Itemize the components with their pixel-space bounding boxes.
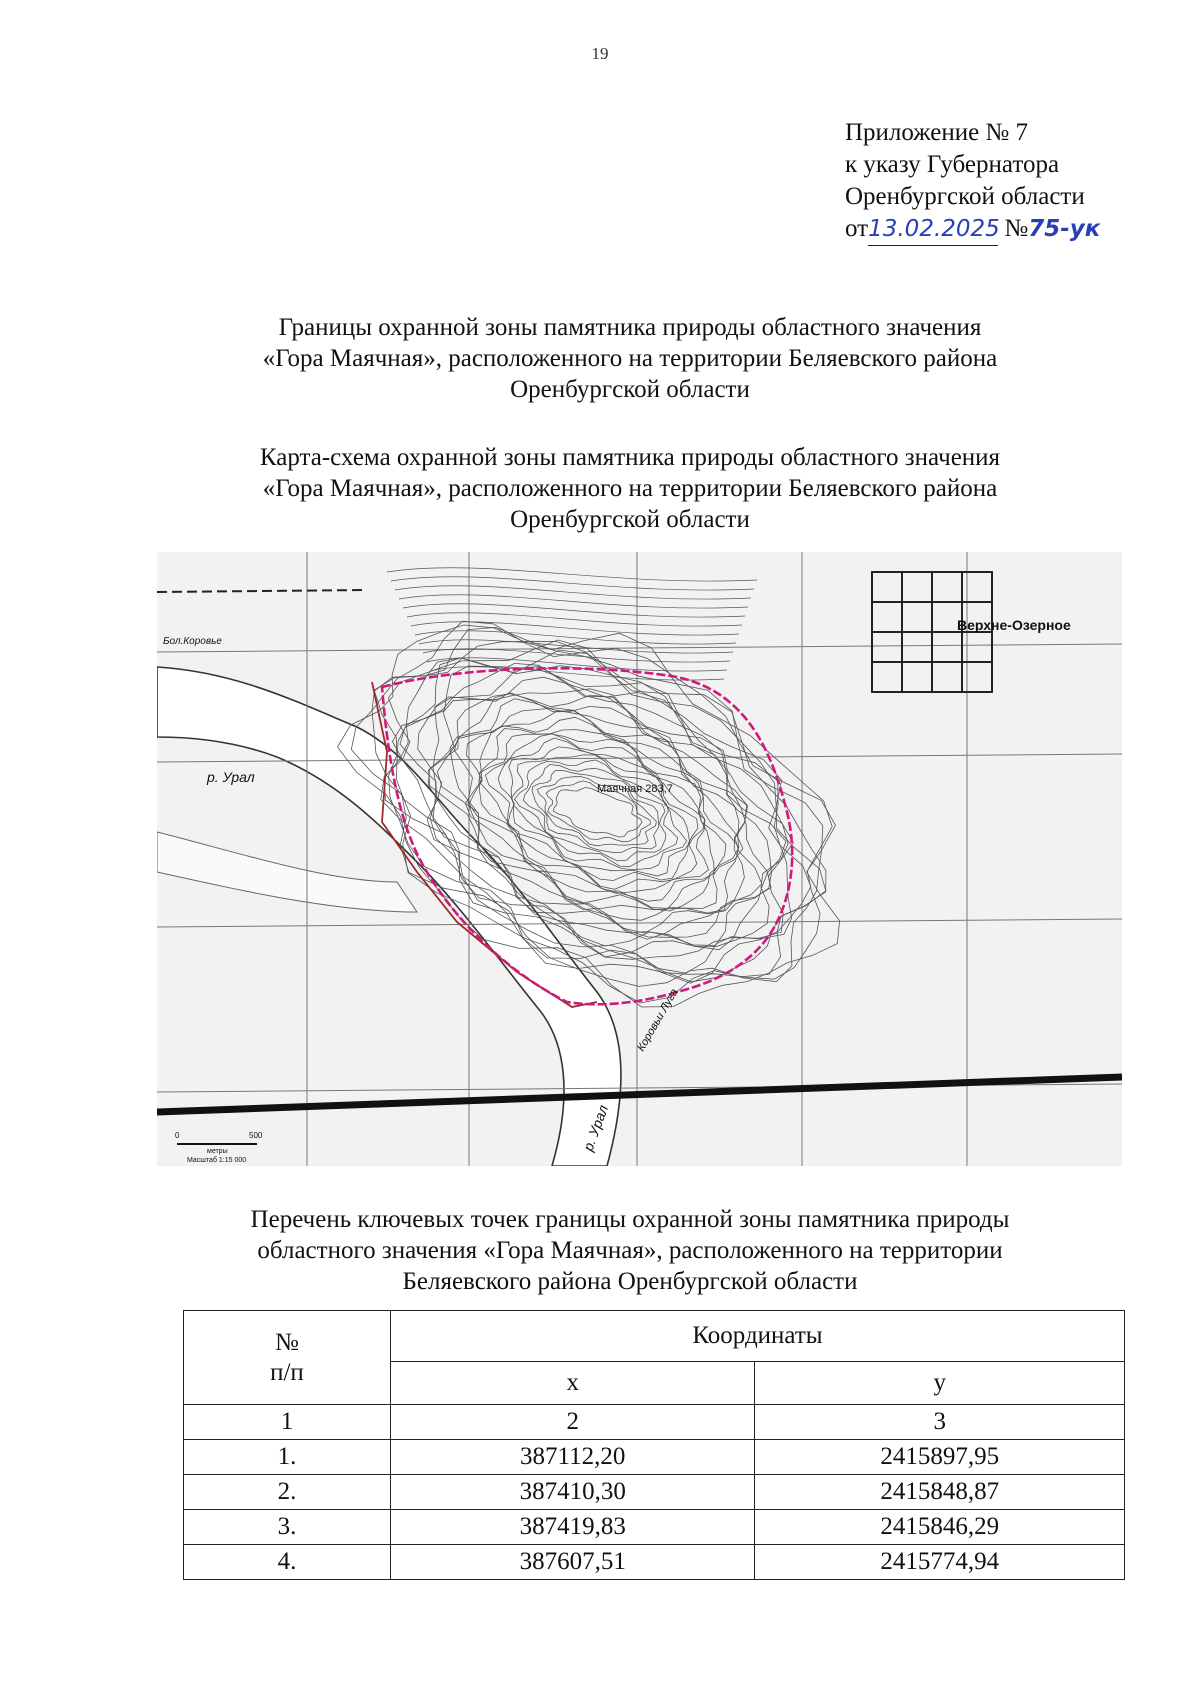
row-y: 2415846,29 (755, 1510, 1125, 1545)
row-number: 2. (184, 1475, 391, 1510)
coordinates-table (183, 1310, 1125, 1580)
header-number: № (275, 1328, 299, 1356)
row-x: 387607,51 (390, 1545, 755, 1580)
row-x: 387419,83 (390, 1510, 755, 1545)
appendix-block (845, 117, 1110, 246)
table-row (184, 1440, 1125, 1475)
document-title (150, 312, 1110, 405)
page-number: 19 (591, 44, 609, 63)
title-line-2: «Гора Маячная», расположенного на территории Беляевского района (262, 345, 998, 372)
label-meadow: Коровьи Луга (635, 986, 681, 1054)
header-number-2: п/п (270, 1358, 304, 1386)
table-header-row-1 (184, 1311, 1125, 1362)
number-sign: № (1004, 215, 1029, 242)
map-title-line-2: «Гора Маячная», расположенного на территории Беляевского района (262, 475, 998, 502)
column-index-row (184, 1405, 1125, 1440)
map-title-line-1: Карта-схема охранной зоны памятника природы областного значения (259, 444, 1001, 471)
header-coordinates: Координаты (390, 1311, 1124, 1362)
col-index-3: 3 (755, 1405, 1125, 1440)
label-peak: Маячная 283,7 (597, 783, 673, 795)
table-row (184, 1545, 1125, 1580)
row-y: 2415897,95 (755, 1440, 1125, 1475)
col-index-1: 1 (184, 1405, 391, 1440)
map-background (157, 552, 1122, 1166)
scale-zero: 0 (175, 1131, 180, 1140)
handwritten-number: 75-ук (1028, 216, 1101, 242)
label-river-bottom: р. Урал (579, 1102, 612, 1154)
row-y: 2415848,87 (755, 1475, 1125, 1510)
title-line-1: Границы охранной зоны памятника природы областного значения (278, 314, 982, 341)
scale-unit: метры (207, 1148, 228, 1155)
row-number: 1. (184, 1440, 391, 1475)
row-number: 3. (184, 1510, 391, 1545)
map-svg (157, 552, 1122, 1166)
from-prefix: от (845, 215, 869, 242)
header-y: y (755, 1362, 1125, 1405)
header-number-cell (184, 1311, 391, 1405)
row-y: 2415774,94 (755, 1545, 1125, 1580)
header-x: x (390, 1362, 755, 1405)
row-x: 387410,30 (390, 1475, 755, 1510)
table-row (184, 1510, 1125, 1545)
col-index-2: 2 (390, 1405, 755, 1440)
appendix-line-1: Приложение № 7 (845, 119, 1029, 146)
title-line-3: Оренбургской области (510, 376, 750, 403)
appendix-line-2: к указу Губернатора (845, 151, 1060, 178)
table-row (184, 1475, 1125, 1510)
scale-text: Масштаб 1:15 000 (187, 1157, 247, 1164)
row-number: 4. (184, 1545, 391, 1580)
label-river-top: р. Урал (207, 769, 255, 785)
label-farm: Бол.Коровье (163, 636, 222, 647)
map-title (150, 442, 1110, 535)
points-list-title (150, 1204, 1110, 1297)
map-title-line-3: Оренбургской области (510, 506, 750, 533)
appendix-line-4 (845, 213, 1110, 246)
label-village: Верхне-Озерное (957, 617, 1071, 633)
appendix-line-3: Оренбургской области (845, 183, 1085, 210)
scale-500: 500 (249, 1131, 263, 1140)
list-title-line-3: Беляевского района Оренбургской области (402, 1268, 858, 1295)
list-title-line-2: областного значения «Гора Маячная», расположенного на территории (257, 1237, 1003, 1264)
topographic-map (157, 552, 1122, 1166)
handwritten-date: 13.02.2025 (868, 213, 998, 246)
list-title-line-1: Перечень ключевых точек границы охранной зоны памятника природы (250, 1206, 1010, 1233)
row-x: 387112,20 (390, 1440, 755, 1475)
